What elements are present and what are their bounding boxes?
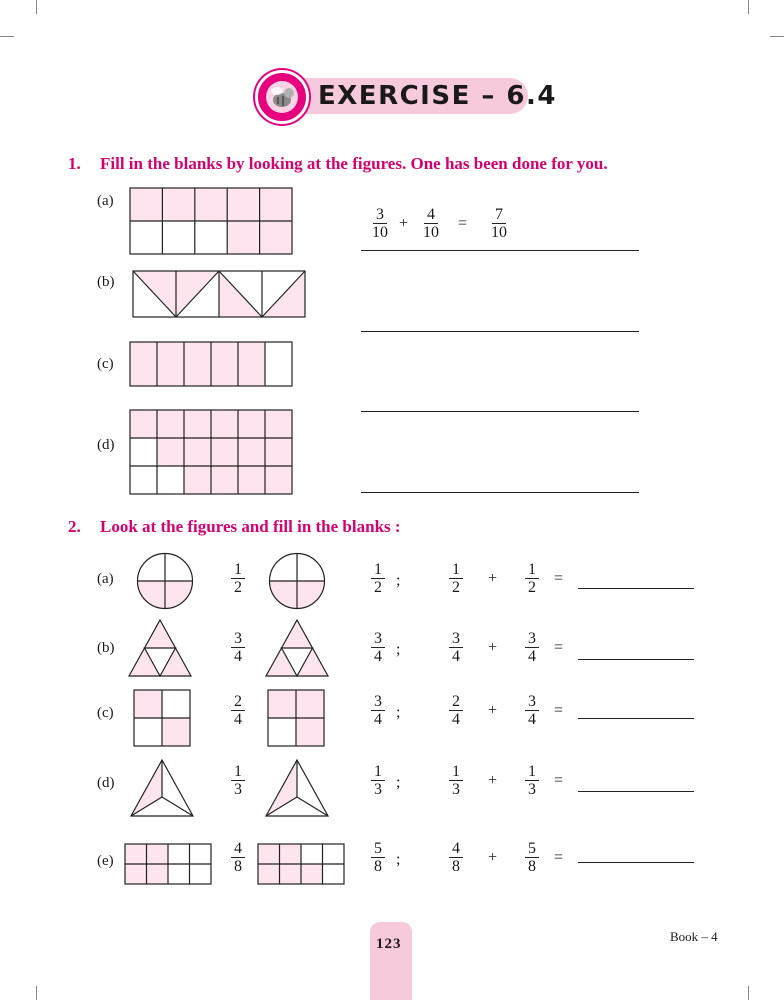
crop-mark — [36, 0, 37, 14]
row-label: (b) — [97, 640, 115, 656]
figure-triangle-quarters — [129, 620, 191, 676]
equals-sign: = — [554, 570, 564, 587]
fraction: $\frac{3}{10}$ — [372, 206, 388, 241]
figure-strip-6 — [130, 342, 292, 386]
equals-sign: = — [554, 849, 564, 866]
equals-sign: = — [458, 215, 468, 232]
answer-line[interactable] — [361, 492, 639, 493]
answer-blank[interactable] — [578, 862, 694, 863]
figure-square-quarters — [268, 690, 324, 746]
semicolon: ; — [396, 774, 401, 791]
fraction: $\frac{3}{4}$ — [443, 630, 469, 665]
answer-line[interactable] — [361, 331, 639, 332]
figure-rect-eighths — [258, 844, 344, 884]
plus-sign: + — [488, 849, 498, 866]
page-number: 123 — [376, 936, 402, 952]
crop-mark — [748, 986, 749, 1000]
fraction: $\frac{4}{10}$ — [423, 206, 439, 241]
semicolon: ; — [396, 572, 401, 589]
part-label: (a) — [97, 193, 114, 209]
fraction: $\frac{1}{3}$ — [443, 763, 469, 798]
equals-sign: = — [554, 702, 564, 719]
fraction: $\frac{5}{8}$ — [365, 840, 391, 875]
exercise-title: EXERCISE – 6.4 — [318, 81, 557, 111]
equals-sign: = — [554, 639, 564, 656]
question-number: 2. — [68, 517, 81, 536]
semicolon: ; — [396, 641, 401, 658]
plus-sign: + — [488, 702, 498, 719]
figure-triangle-thirds — [131, 760, 193, 816]
fraction: $\frac{1}{2}$ — [365, 561, 391, 596]
answer-line[interactable] — [361, 250, 639, 251]
fraction: $\frac{3}{4}$ — [365, 693, 391, 728]
row-label: (c) — [97, 705, 114, 721]
figure-grid-18 — [130, 410, 292, 494]
figure-triangle-thirds — [266, 760, 328, 816]
fraction: $\frac{1}{3}$ — [519, 763, 545, 798]
fraction: $\frac{2}{4}$ — [225, 693, 251, 728]
figure-triangle-strip — [133, 271, 305, 317]
fraction: $\frac{5}{8}$ — [519, 840, 545, 875]
fraction: $\frac{7}{10}$ — [491, 206, 507, 241]
row-label: (d) — [97, 775, 115, 791]
figure-circle-quarters — [137, 553, 193, 609]
equals-sign: = — [554, 772, 564, 789]
answer-blank[interactable] — [578, 588, 694, 589]
figure-square-quarters — [134, 690, 190, 746]
question-instruction: Fill in the blanks by looking at the figures. One has been done for you. — [100, 154, 608, 173]
semicolon: ; — [396, 851, 401, 868]
fraction: $\frac{1}{2}$ — [225, 561, 251, 596]
question-instruction: Look at the figures and fill in the blanks : — [100, 517, 401, 536]
figure-rect-eighths — [125, 844, 211, 884]
plus-sign: + — [488, 772, 498, 789]
part-label: (c) — [97, 356, 114, 372]
fraction: $\frac{3}{4}$ — [225, 630, 251, 665]
fraction: $\frac{4}{8}$ — [225, 840, 251, 875]
plus-sign: + — [488, 639, 498, 656]
bee-mascot-icon — [255, 70, 309, 124]
fraction: $\frac{1}{3}$ — [225, 763, 251, 798]
figure-triangle-quarters — [266, 620, 328, 676]
fraction: $\frac{3}{4}$ — [519, 693, 545, 728]
answer-line[interactable] — [361, 411, 639, 412]
fraction: $\frac{4}{8}$ — [443, 840, 469, 875]
figure-grid-10 — [130, 188, 292, 254]
answer-blank[interactable] — [578, 659, 694, 660]
fraction: $\frac{1}{2}$ — [519, 561, 545, 596]
plus-sign: + — [399, 215, 409, 232]
fraction: $\frac{3}{4}$ — [365, 630, 391, 665]
answer-blank[interactable] — [578, 791, 694, 792]
fraction: $\frac{3}{4}$ — [519, 630, 545, 665]
book-label: Book – 4 — [670, 929, 718, 944]
crop-mark — [0, 36, 14, 37]
crop-mark — [748, 0, 749, 14]
part-label: (d) — [97, 437, 115, 453]
crop-mark — [36, 986, 37, 1000]
figure-circle-quarters — [269, 553, 325, 609]
row-label: (e) — [97, 853, 114, 869]
fraction: $\frac{1}{2}$ — [443, 561, 469, 596]
crop-mark — [770, 36, 784, 37]
fraction: $\frac{2}{4}$ — [443, 693, 469, 728]
plus-sign: + — [488, 570, 498, 587]
part-label: (b) — [97, 274, 115, 290]
semicolon: ; — [396, 704, 401, 721]
question-number: 1. — [68, 154, 81, 173]
fraction: $\frac{1}{3}$ — [365, 763, 391, 798]
page-number-tab — [370, 922, 412, 1000]
row-label: (a) — [97, 571, 114, 587]
answer-blank[interactable] — [578, 718, 694, 719]
